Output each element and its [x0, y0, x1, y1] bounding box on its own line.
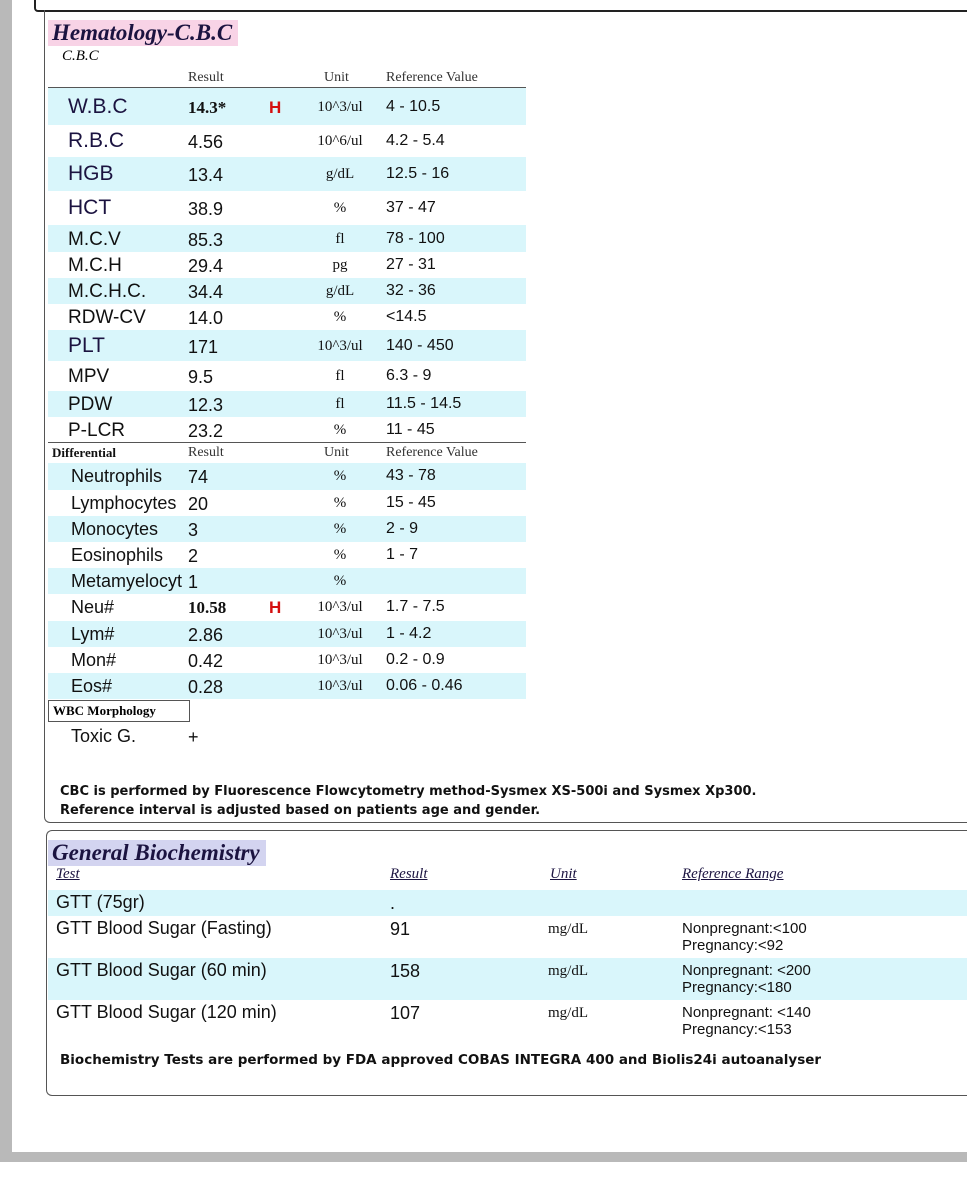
cbc-test-name: HCT [68, 196, 112, 219]
cbc-result: 14.0 [188, 308, 224, 328]
cbc-reference: 78 - 100 [386, 230, 445, 247]
cbc-row [48, 304, 526, 330]
biochemistry-reference-line2: Pregnancy:<153 [682, 1021, 792, 1038]
biochemistry-test-name: GTT Blood Sugar (Fasting) [56, 918, 272, 938]
differential-unit: % [333, 495, 347, 511]
differential-row [48, 490, 526, 516]
cbc-test-name: M.C.V [68, 229, 121, 250]
cbc-test-name: PDW [68, 394, 113, 415]
cbc-result: 9.5 [188, 367, 214, 387]
cbc-method-note: CBC is performed by Fluorescence Flowcytometry method-Sysmex XS-500i and Sysmex Xp300. [60, 784, 757, 799]
cbc-row [48, 88, 526, 125]
cbc-unit: 10^3/ul [317, 338, 363, 354]
differential-reference: 1 - 4.2 [386, 625, 432, 642]
differential-result: 0.42 [188, 651, 224, 671]
diff-result-header: Result [188, 445, 224, 460]
cbc-row [48, 125, 526, 157]
cbc-unit: fl [335, 231, 345, 247]
cbc-result: 38.9 [188, 199, 224, 219]
differential-row [48, 516, 526, 542]
biochemistry-unit: mg/dL [548, 963, 588, 979]
wbc-morphology-label: WBC Morphology [48, 700, 190, 722]
cbc-reference: 4 - 10.5 [386, 98, 441, 115]
cbc-row [48, 391, 526, 417]
differential-reference: 43 - 78 [386, 467, 436, 484]
differential-unit: 10^3/ul [317, 652, 363, 668]
cbc-unit: 10^3/ul [317, 99, 363, 115]
cbc-test-name: HGB [68, 162, 114, 185]
diff-reference-header: Reference Value [386, 445, 478, 460]
cbc-reference: 11.5 - 14.5 [386, 395, 462, 412]
biochemistry-row [48, 958, 967, 1000]
differential-result: 20 [188, 494, 209, 514]
cbc-row [48, 225, 526, 252]
cbc-test-name: W.B.C [68, 95, 128, 118]
result-header: Result [188, 70, 224, 85]
biochemistry-result: 91 [390, 919, 411, 939]
cbc-row [48, 191, 526, 225]
cbc-result: 13.4 [188, 165, 224, 185]
cbc-result: 14.3* [188, 98, 227, 117]
cbc-reference-note: Reference interval is adjusted based on patients age and gender. [60, 803, 541, 818]
cbc-unit: fl [335, 368, 345, 384]
biochemistry-row [48, 916, 967, 958]
cbc-reference: 32 - 36 [386, 282, 436, 299]
biochemistry-test-name: GTT Blood Sugar (60 min) [56, 960, 267, 980]
cbc-test-name: RDW-CV [68, 307, 146, 328]
cbc-row [48, 417, 526, 442]
biochemistry-result: 107 [390, 1003, 421, 1023]
biochemistry-reference-line1: Nonpregnant: <140 [682, 1004, 811, 1021]
differential-row [48, 568, 526, 594]
unit-header: Unit [324, 70, 349, 85]
biochemistry-test-name: GTT Blood Sugar (120 min) [56, 1002, 277, 1022]
cbc-row [48, 278, 526, 304]
biochemistry-note: Biochemistry Tests are performed by FDA approved COBAS INTEGRA 400 and Biolis24i autoanalyser [60, 1052, 822, 1068]
differential-test-name: Neu# [71, 597, 115, 617]
cbc-unit: % [333, 309, 347, 325]
differential-unit: % [333, 547, 347, 563]
differential-reference: 1 - 7 [386, 546, 419, 563]
differential-row [48, 621, 526, 647]
cbc-unit: fl [335, 396, 345, 412]
differential-result: 1 [188, 572, 199, 592]
biochemistry-title: General Biochemistry [48, 840, 266, 866]
cbc-unit: pg [332, 257, 348, 273]
differential-reference: 0.2 - 0.9 [386, 651, 445, 668]
cbc-subtitle: C.B.C [62, 48, 99, 64]
differential-row [48, 647, 526, 673]
morphology-name: Toxic G. [71, 726, 137, 746]
cbc-result: 4.56 [188, 132, 224, 152]
cbc-reference: 4.2 - 5.4 [386, 132, 445, 149]
cbc-test-name: PLT [68, 334, 105, 357]
differential-result: 2.86 [188, 625, 224, 645]
differential-result: 2 [188, 546, 199, 566]
cbc-reference: 27 - 31 [386, 256, 436, 273]
reference-header: Reference Value [386, 70, 478, 85]
differential-test-name: Eos# [71, 676, 113, 696]
biochemistry-unit: mg/dL [548, 1005, 588, 1021]
bio-result-header: Result [390, 866, 428, 882]
differential-result: 3 [188, 520, 199, 540]
differential-reference: 1.7 - 7.5 [386, 598, 445, 615]
cbc-reference: 6.3 - 9 [386, 367, 432, 384]
cbc-row [48, 157, 526, 191]
differential-divider [48, 442, 526, 443]
cbc-result: 29.4 [188, 256, 224, 276]
differential-row [48, 463, 526, 490]
cbc-test-name: M.C.H.C. [68, 281, 147, 302]
differential-test-name: Neutrophils [71, 466, 163, 486]
biochemistry-reference-line1: Nonpregnant: <200 [682, 962, 811, 979]
cbc-unit: % [333, 422, 347, 438]
differential-reference: 2 - 9 [386, 520, 419, 537]
differential-result: 74 [188, 467, 209, 487]
differential-test-name: Lym# [71, 624, 115, 644]
bio-unit-header: Unit [550, 866, 577, 882]
differential-row [48, 542, 526, 568]
cbc-unit: % [333, 200, 347, 216]
differential-row [48, 594, 526, 621]
differential-unit: 10^3/ul [317, 599, 363, 615]
diff-unit-header: Unit [324, 445, 349, 460]
differential-result: 10.58 [188, 598, 227, 617]
cbc-result: 85.3 [188, 230, 224, 250]
differential-unit: 10^3/ul [317, 626, 363, 642]
differential-test-name: Mon# [71, 650, 117, 670]
cbc-row [48, 330, 526, 361]
cbc-row [48, 252, 526, 278]
cbc-reference: 12.5 - 16 [386, 165, 450, 182]
biochemistry-unit: mg/dL [548, 921, 588, 937]
biochemistry-result: . [390, 893, 396, 913]
differential-label: Differential [52, 445, 117, 460]
morphology-row [48, 724, 526, 750]
differential-unit: % [333, 573, 347, 589]
cbc-unit: 10^6/ul [317, 133, 363, 149]
differential-test-name: Lymphocytes [71, 493, 177, 513]
differential-flag: H [269, 598, 282, 617]
cbc-test-name: P-LCR [68, 420, 126, 441]
biochemistry-result: 158 [390, 961, 421, 981]
cbc-reference: 11 - 45 [386, 421, 435, 438]
differential-test-name: Monocytes [71, 519, 159, 539]
differential-reference: 0.06 - 0.46 [386, 677, 463, 694]
cbc-result: 12.3 [188, 395, 224, 415]
differential-unit: % [333, 468, 347, 484]
biochemistry-test-name: GTT (75gr) [56, 892, 145, 912]
differential-test-name: Eosinophils [71, 545, 164, 565]
cbc-unit: g/dL [325, 283, 355, 299]
cbc-reference: <14.5 [386, 308, 427, 325]
cbc-flag: H [269, 98, 282, 117]
differential-reference: 15 - 45 [386, 494, 436, 511]
test-header: Test [56, 866, 80, 882]
biochemistry-row [48, 1000, 967, 1042]
differential-result: 0.28 [188, 677, 224, 697]
biochemistry-reference-line1: Nonpregnant:<100 [682, 920, 807, 937]
cbc-test-name: MPV [68, 366, 110, 387]
cbc-result: 23.2 [188, 421, 224, 441]
morphology-result: + [188, 727, 199, 747]
cbc-result: 34.4 [188, 282, 224, 302]
differential-unit: 10^3/ul [317, 678, 363, 694]
biochemistry-reference-line2: Pregnancy:<92 [682, 937, 784, 954]
cbc-test-name: R.B.C [68, 129, 125, 152]
differential-unit: % [333, 521, 347, 537]
biochemistry-reference-line2: Pregnancy:<180 [682, 979, 792, 996]
cbc-test-name: M.C.H [68, 255, 122, 276]
cbc-unit: g/dL [325, 166, 355, 182]
cbc-reference: 140 - 450 [386, 337, 454, 354]
differential-test-name: Metamyelocyt [71, 571, 183, 591]
cbc-reference: 37 - 47 [386, 199, 436, 216]
biochemistry-row [48, 890, 967, 916]
cbc-row [48, 361, 526, 391]
bio-reference-header: Reference Range [682, 866, 784, 882]
hematology-title: Hematology-C.B.C [48, 20, 238, 46]
next-page-edge [0, 1162, 967, 1200]
differential-row [48, 673, 526, 699]
cbc-result: 171 [188, 337, 219, 357]
